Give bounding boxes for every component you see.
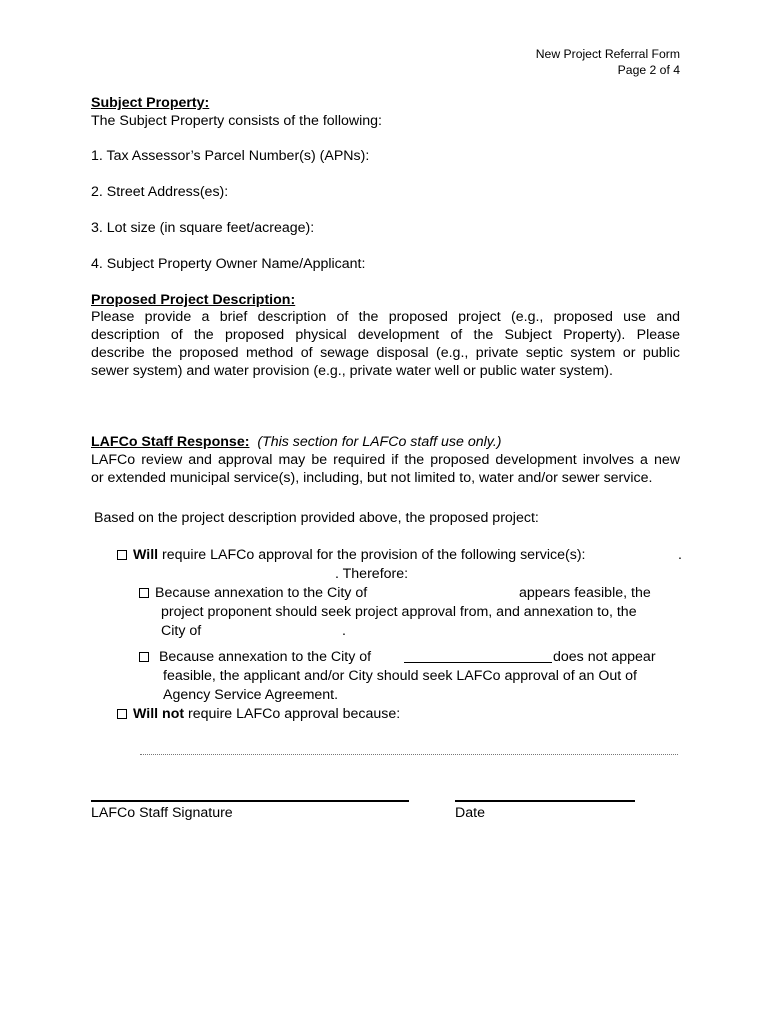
therefore-text: . Therefore: — [335, 566, 409, 582]
city-blank-line — [404, 662, 552, 663]
feasible-text: Because annexation to the City of — [155, 585, 368, 601]
street-address-item: 2. Street Address(es): — [91, 184, 229, 200]
signature-line — [91, 800, 409, 802]
apn-item: 1. Tax Assessor’s Parcel Number(s) (APNs): — [91, 148, 370, 164]
feasible-option — [139, 585, 367, 601]
subject-property-intro: The Subject Property consists of the following: — [91, 113, 382, 129]
signature-label: LAFCo Staff Signature — [91, 805, 233, 821]
staff-response-title — [91, 434, 502, 450]
staff-use-note: (This section for LAFCo staff use only.) — [257, 434, 502, 450]
will-not-text: require LAFCo approval because: — [184, 706, 401, 722]
will-bold: Will — [133, 547, 159, 563]
subject-property-heading: Subject Property: — [91, 95, 210, 111]
based-on-text: Based on the project description provided above, the proposed project: — [94, 510, 539, 526]
project-description-heading: Proposed Project Description: — [91, 292, 296, 308]
not-feasible-checkbox[interactable] — [139, 652, 149, 662]
staff-response-line: LAFCo review and approval may be required if the proposed development involves a new — [91, 452, 680, 468]
not-feasible-text: Agency Service Agreement. — [163, 687, 339, 703]
will-text: require LAFCo approval for the provision of the following service(s): — [158, 547, 586, 563]
feasible-text: project proponent should seek project approval from, and annexation to, the — [161, 604, 637, 620]
will-not-checkbox[interactable] — [117, 709, 127, 719]
date-line — [455, 800, 635, 802]
project-description-line: description of the proposed physical development of the Subject Property). Please — [91, 327, 680, 343]
feasible-text: City of — [161, 623, 202, 639]
owner-item: 4. Subject Property Owner Name/Applicant: — [91, 256, 366, 272]
date-label: Date — [455, 805, 485, 821]
will-not-bold: Will not — [133, 706, 185, 722]
not-feasible-option — [139, 649, 371, 665]
not-feasible-text: does not appear — [553, 649, 656, 665]
not-feasible-text: Because annexation to the City of — [158, 649, 372, 665]
not-feasible-text: feasible, the applicant and/or City should seek LAFCo approval of an Out of — [163, 668, 637, 684]
form-name: New Project Referral Form — [535, 47, 680, 61]
will-period: . — [678, 547, 682, 563]
project-description-line: Please provide a brief description of the proposed project (e.g., proposed use and — [91, 309, 680, 325]
will-option — [117, 547, 586, 563]
will-not-option — [117, 706, 400, 722]
staff-response-line: or extended municipal service(s), including, but not limited to, water and/or sewer service. — [91, 470, 653, 486]
staff-response-heading: LAFCo Staff Response: — [91, 434, 250, 450]
feasible-checkbox[interactable] — [139, 588, 149, 598]
project-description-line: sewer system) and water provision (e.g., private water well or public water system). — [91, 363, 613, 379]
feasible-period: . — [342, 623, 346, 639]
page-number: Page 2 of 4 — [617, 63, 680, 77]
reason-blank-line — [140, 754, 678, 755]
lot-size-item: 3. Lot size (in square feet/acreage): — [91, 220, 315, 236]
will-checkbox[interactable] — [117, 550, 127, 560]
project-description-line: describe the proposed method of sewage disposal (e.g., private septic system or public — [91, 345, 680, 361]
feasible-text: appears feasible, the — [519, 585, 651, 601]
